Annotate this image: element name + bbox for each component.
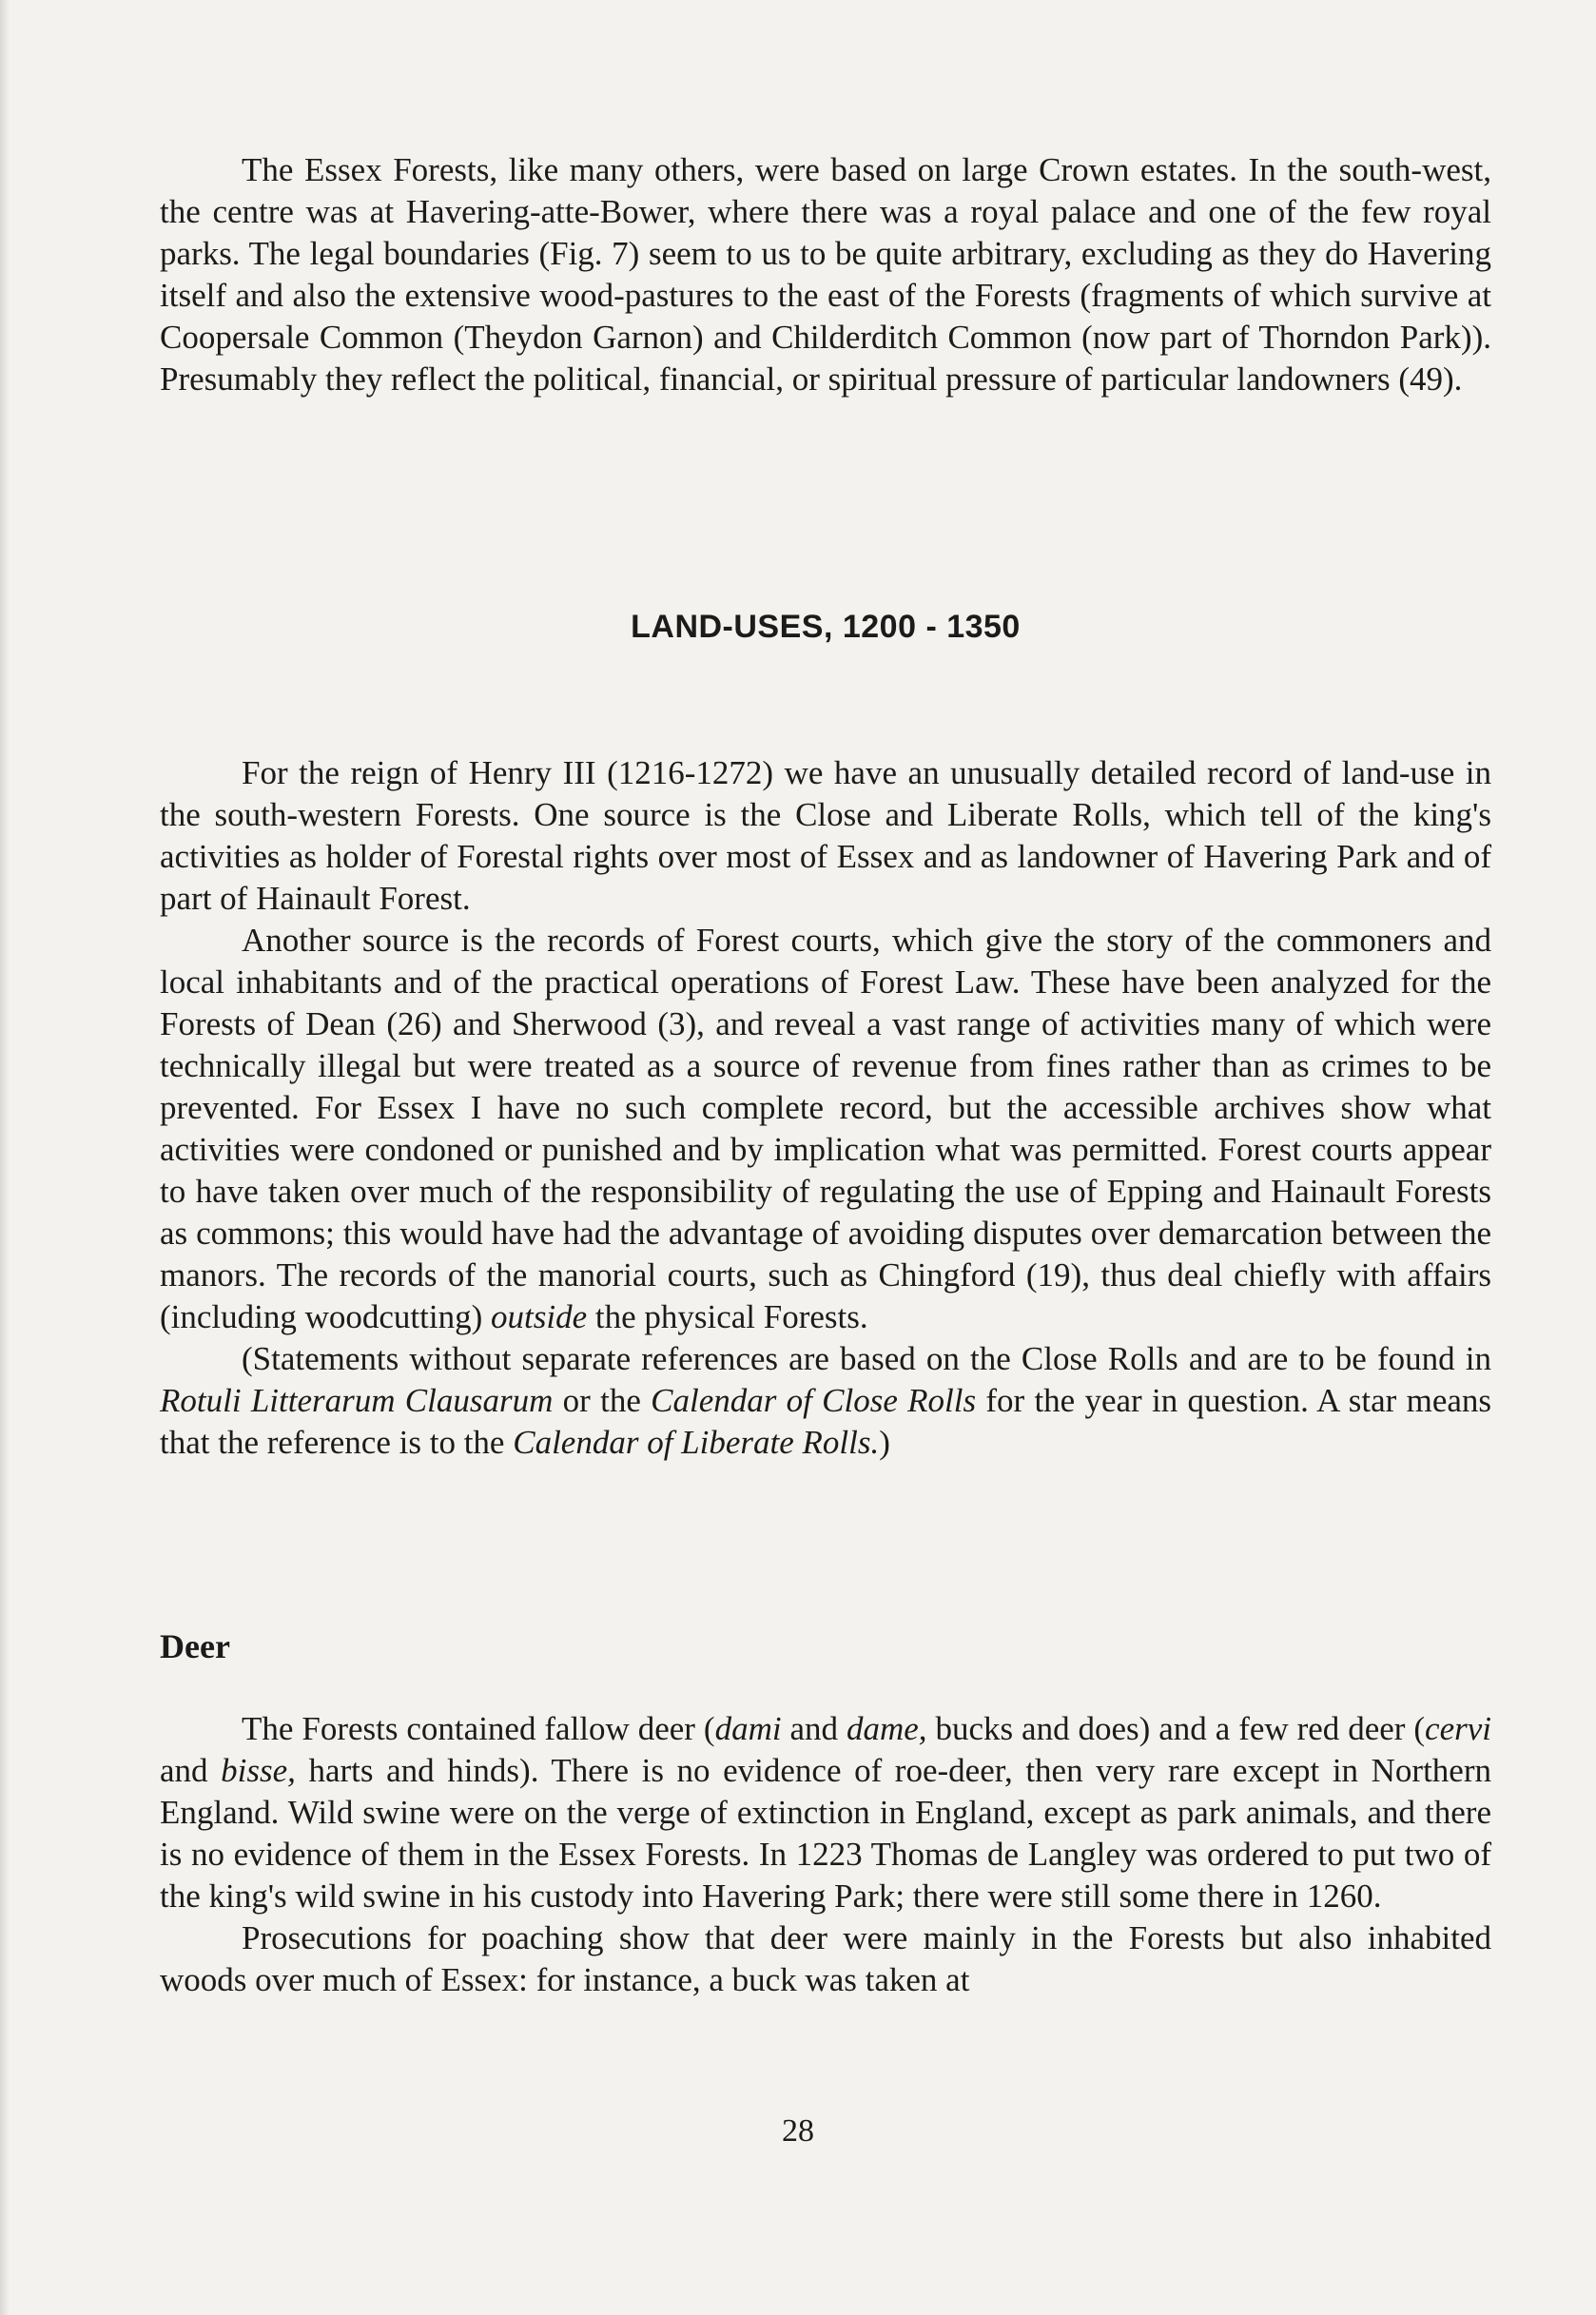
deer-block	[160, 1708, 1491, 2001]
section-heading: LAND-USES, 1200 - 1350	[631, 609, 1021, 645]
section-paragraph-3: (Statements without separate references are based on the Close Rolls and are to be found in Rotuli Litterarum Clausarum or the Calendar of Close Rolls for the year in question. A star means that the reference is to the Calendar of Liberate Rolls.)	[160, 1340, 1492, 1461]
deer-paragraph-1: The Forests contained fallow deer (dami and dame, bucks and does) and a few red deer (cervi and bisse, harts and hinds). There is no evidence of roe-deer, then very rare except in Northern England. Wild swine were on the verge of extinction in England, except as park animals, and there is no evidence of them in the Essex Forests. In 1223 Thomas de Langley was ordered to put two of the king's wild swine in his custody into Havering Park; there were still some there in 1260.	[160, 1710, 1491, 1915]
deer-heading: Deer	[160, 1627, 230, 1665]
section-paragraph-2: Another source is the records of Forest courts, which give the story of the commoners and local inhabitants and of the practical operations of Forest Law. These have been analyzed for the Forests of Dean (26) and Sherwood (3), and reveal a vast range of activities many of which were technically illegal but were treated as a source of revenue from fines rather than as crimes to be prevented. For Essex I have no such complete record, but the accessible archives show what activities were condoned or punished and by implication what was permitted. Forest courts appear to have taken over much of the responsibility of regulating the use of Epping and Hainault Forests as commons; this would have had the advantage of avoiding disputes over demarcation between the manors. The records of the manorial courts, such as Chingford (19), thus deal chiefly with affairs (including woodcutting) outside the physical Forests.	[160, 922, 1491, 1335]
section-paragraph-1: For the reign of Henry III (1216-1272) we have an unusually detailed record of land-use in the south-western Forests. One source is the Close and Liberate Rolls, which tell of the king's activities as holder of Forestal rights over most of Essex and as landowner of Havering Park and of part of Hainault Forest.	[160, 754, 1491, 917]
page-edge	[0, 0, 10, 2315]
deer-paragraph-2: Prosecutions for poaching show that deer were mainly in the Forests but also inhabited woods over much of Essex: for instance, a buck was taken at	[160, 1919, 1491, 1998]
page-number: 28	[782, 2113, 814, 2149]
intro-block	[160, 149, 1491, 400]
section-block	[160, 752, 1491, 1464]
intro-paragraph: The Essex Forests, like many others, were based on large Crown estates. In the south-west, the centre was at Havering-atte-Bower, where there was a royal palace and one of the few royal parks. The legal boundaries (Fig. 7) seem to us to be quite arbitrary, excluding as they do Havering itself and also the extensive wood-pastures to the east of the Forests (fragments of which survive at Coopersale Common (Theydon Garnon) and Childerditch Common (now part of Thorndon Park)). Presumably they reflect the political, financial, or spiritual pressure of particular landowners (49).	[160, 151, 1491, 398]
